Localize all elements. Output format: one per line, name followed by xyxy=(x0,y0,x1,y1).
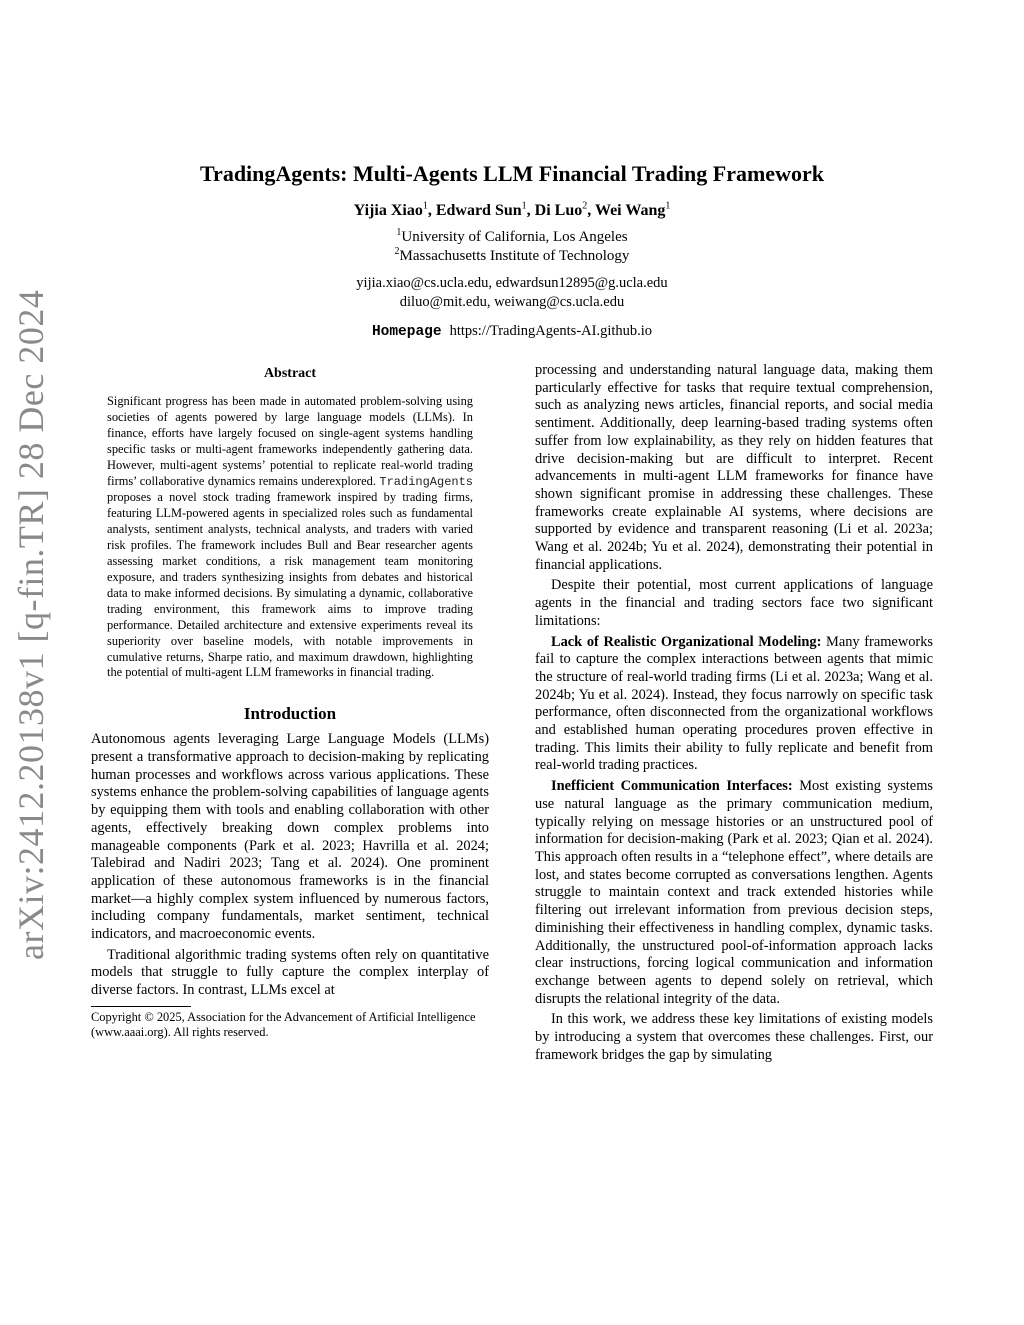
continued-paragraph: processing and understanding natural language data, making them particularly effective for tasks that require textual comprehension, such as analyzing news articles, financial reports, and social media sentiment. Additionally, deep learning-based trading systems often suffer from low explainability, as they rely on hidden features that drive decision-making but are difficult to interpret. Recent advancements in multi-agent LLM frameworks for finance have shown significant promise in addressing these challenges. These frameworks create explainable AI systems, where decisions are supported by evidence and transparent reasoning (Li et al. 2023a; Wang et al. 2024b; Yu et al. 2024), demonstrating their potential in financial applications. xyxy=(535,362,933,573)
intro-paragraph: Traditional algorithmic trading systems often rely on quantitative models that struggle to fully capture the complex interplay of diverse factors. In contrast, LLMs excel at xyxy=(91,946,489,999)
limitation-paragraph: Inefficient Communication Interfaces: Most existing systems use natural language as the primary communication medium, typically relying on message histories or an unstructured pool of information for decision-making (Park et al. 2023; Qian et al. 2024). This approach often results in a “telephone effect”, where details are lost, and states become corrupted as conversations lengthen. Agents struggle to maintain context and track extended histories while filtering out irrelevant information from previous decision steps, diminishing their effectiveness in handling complex, dynamic tasks. Additionally, the unstructured pool-of-information approach lacks clear instructions, forcing logical communication and information exchange between agents to depend solely on retrieval, which disrupts the relational integrity of the data. xyxy=(535,778,933,1007)
copyright-footnote: Copyright © 2025, Association for the Advancement of Artificial Intelligence (www.aaai.org). All rights reserved. xyxy=(91,1009,476,1040)
author-name: Yijia Xiao xyxy=(353,202,423,219)
author-affil-mark: 2 xyxy=(582,200,588,212)
email-line: yijia.xiao@cs.ucla.edu, edwardsun12895@g.ucla.edu xyxy=(356,275,668,291)
affiliation-line: $^2$Massachusetts Institute of Technology xyxy=(394,246,630,264)
paper-title: TradingAgents: Multi-Agents LLM Financial Trading Framework xyxy=(200,161,824,186)
author-affil-mark: 1 xyxy=(521,200,527,212)
limitation-label: Inefficient Communication Interfaces: xyxy=(551,778,793,795)
author-name: Di Luo xyxy=(534,202,583,219)
limitation-label: Lack of Realistic Organizational Modeling: xyxy=(551,633,822,650)
author-emails xyxy=(0,274,1024,312)
right-column xyxy=(535,362,933,1064)
author-affil-mark: 1 xyxy=(665,200,671,212)
arxiv-identifier-stamp: arXiv:2412.20138v1 [q-fin.TR] 28 Dec 2024 xyxy=(11,289,51,960)
abstract-text: Significant progress has been made in automated problem-solving using societies of agents powered by large language models (LLMs). In finance, efforts have largely focused on single-agent systems handling specific tasks or multi-agent frameworks independently gathering data. However, multi-agent systems’ potential to replicate real-world trading firms’ collaborative dynamics remains underexplored. TradingAgents proposes a novel stock trading framework inspired by trading firms, featuring LLM-powered agents in specialized roles such as fundamental analysts, sentiment analysts, technical analysts, and traders with varied risk profiles. The framework includes Bull and Bear researcher agents assessing market conditions, a risk management team monitoring exposure, and traders synthesizing insights from debates and historical data to make informed decisions. By simulating a dynamic, collaborative trading environment, this framework aims to improve trading performance. Detailed architecture and extensive experiments reveal its superiority over baseline models, with notable improvements in cumulative returns, Sharpe ratio, and maximum drawdown, highlighting the potential of multi-agent LLM frameworks in financial trading. xyxy=(107,394,474,680)
system-name-mono: TradingAgents xyxy=(379,474,474,489)
limitations-intro: Despite their potential, most current applications of language agents in the financial and trading sectors face two significant limitations: xyxy=(535,577,933,629)
affiliation-line: $^1$University of California, Los Angeles xyxy=(396,227,628,245)
footnote-divider xyxy=(91,1006,191,1007)
introduction-heading: Introduction xyxy=(243,704,337,724)
email-line: diluo@mit.edu, weiwang@cs.ucla.edu xyxy=(399,294,625,310)
abstract-heading: Abstract xyxy=(263,366,317,381)
author-name: Edward Sun xyxy=(435,202,522,219)
paper-header xyxy=(0,158,1024,342)
homepage-link[interactable]: https://TradingAgents-AI.github.io xyxy=(449,323,653,339)
intro-paragraph: Autonomous agents leveraging Large Language Models (LLMs) present a transformative approach to decision-making by replicating human processes and workflows across various applications. These systems enhance the problem-solving capabilities of language agents by equipping them with tools and enabling collaboration with other agents, effectively breaking down complex problems into manageable components (Park et al. 2023; Havrilla et al. 2024; Talebirad and Nadiri 2023; Tang et al. 2024). One prominent application of these autonomous frameworks is in the financial market—a highly complex system influenced by numerous factors, including company fundamentals, market sentiment, technical indicators, and macroeconomic events. xyxy=(91,731,489,943)
author-list: Yijia Xiao$^1$, Edward Sun$^1$, Di Luo$^2$, Wei Wang$^1$ xyxy=(353,200,671,219)
closing-paragraph: In this work, we address these key limitations of existing models by introducing a system that overcomes these challenges. First, our framework bridges the gap by simulating xyxy=(535,1011,933,1063)
affiliations xyxy=(0,228,1024,266)
limitation-paragraph: Lack of Realistic Organizational Modeling: Many frameworks fail to capture the complex interactions between agents that mimic the structure of real-world trading firms (Li et al. 2023a; Wang et al. 2024b; Yu et al. 2024). Instead, they focus narrowly on specific task performance, often disconnected from the organizational workflows and established human operating procedures proven effective in trading. This limits their ability to fully replicate and benefit from real-world trading practices. xyxy=(535,633,933,774)
author-affil-mark: 1 xyxy=(422,200,428,212)
homepage-label: Homepage xyxy=(371,324,442,340)
author-name: Wei Wang xyxy=(594,202,666,219)
left-column xyxy=(91,364,489,1041)
homepage-line xyxy=(0,322,1024,342)
